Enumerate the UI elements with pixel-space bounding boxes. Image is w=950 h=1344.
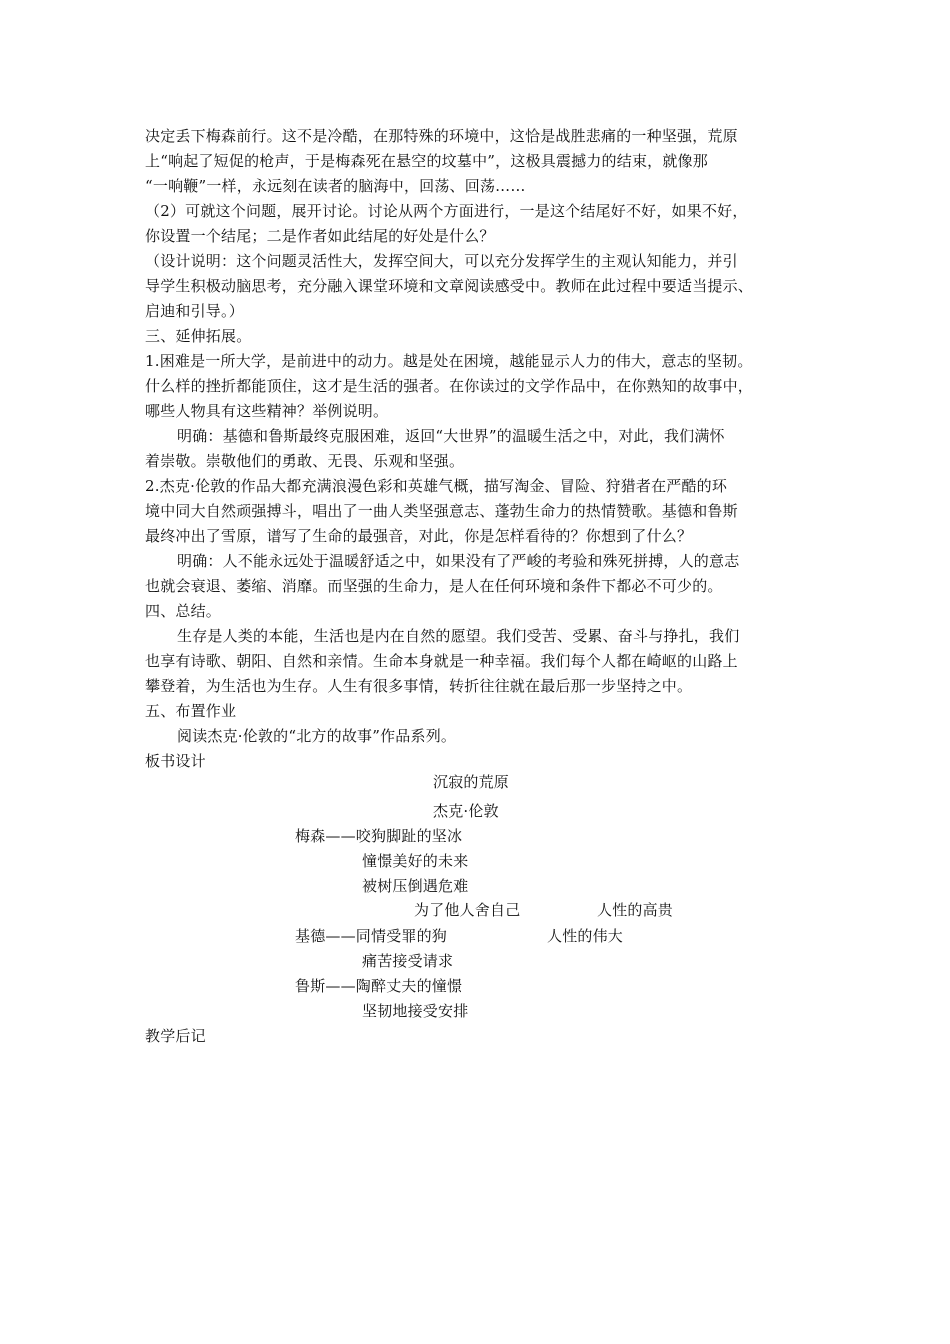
board-mason-line: 为了他人舍自己 [414, 901, 521, 919]
answer-line: 明确：人不能永远处于温暖舒适之中，如果没有了严峻的考验和殊死拼搏，人的意志 [177, 552, 740, 570]
homework-line: 阅读杰克·伦敦的“北方的故事”作品系列。 [177, 727, 457, 745]
paragraph-line: 上“响起了短促的枪声，于是梅森死在悬空的坟墓中”，这极具震撼力的结束，就像那 [145, 152, 708, 170]
paragraph-line: 境中同大自然顽强搏斗，唱出了一曲人类坚强意志、蓬勃生命力的热情赞歌。基德和鲁斯 [145, 502, 738, 520]
design-note-line: （设计说明：这个问题灵活性大，发挥空间大，可以充分发挥学生的主观认知能力，并引 [145, 252, 738, 270]
board-mason: 梅森——咬狗脚趾的坚冰 [295, 827, 463, 845]
paragraph-line: 哪些人物具有这些精神？举例说明。 [145, 402, 389, 420]
summary-line: 也享有诗歌、朝阳、自然和亲情。生命本身就是一种幸福。我们每个人都在崎岖的山路上 [145, 652, 738, 670]
paragraph-line: 什么样的挫折都能顶住，这才是生活的强者。在你读过的文学作品中，在你熟知的故事中， [145, 377, 754, 395]
section-heading: 三、延伸拓展。 [145, 327, 252, 345]
answer-line: 着崇敬。崇敬他们的勇敢、无畏、乐观和坚强。 [145, 452, 465, 470]
board-kid: 基德——同情受罪的狗 [295, 927, 448, 945]
teaching-postscript-heading: 教学后记 [145, 1027, 206, 1045]
board-ruth: 鲁斯——陶醉丈夫的憧憬 [295, 977, 463, 995]
board-author: 杰克·伦敦 [433, 802, 499, 820]
paragraph-line: 1.困难是一所大学，是前进中的动力。越是处在困境，越能显示人力的伟大，意志的坚韧。 [145, 352, 753, 370]
board-title: 沉寂的荒原 [433, 773, 510, 791]
board-mason-line: 被树压倒遇危难 [362, 877, 469, 895]
design-note-line: 导学生积极动脑思考，充分融入课堂环境和文章阅读感受中。教师在此过程中要适当提示、 [145, 277, 754, 295]
paragraph-line: 2.杰克·伦敦的作品大都充满浪漫色彩和英雄气概，描写淘金、冒险、狩猎者在严酷的环 [145, 477, 728, 495]
paragraph-line: 最终冲出了雪原，谱写了生命的最强音，对此，你是怎样看待的？你想到了什么？ [145, 527, 693, 545]
board-theme-noble: 人性的高贵 [597, 901, 674, 919]
summary-line: 攀登着，为生活也为生存。人生有很多事情，转折往往就在最后那一步坚持之中。 [145, 677, 693, 695]
section-heading: 五、布置作业 [145, 702, 237, 720]
paragraph-line: “一响鞭”一样，永远刻在读者的脑海中，回荡、回荡…… [145, 177, 526, 195]
answer-line: 明确：基德和鲁斯最终克服困难，返回“大世界”的温暖生活之中，对此，我们满怀 [177, 427, 725, 445]
section-heading: 四、总结。 [145, 602, 222, 620]
board-theme-great: 人性的伟大 [547, 927, 624, 945]
paragraph-line: 决定丢下梅森前行。这不是冷酷，在那特殊的环境中，这恰是战胜悲痛的一种坚强，荒原 [145, 127, 738, 145]
paragraph-line: 你设置一个结尾；二是作者如此结尾的好处是什么？ [145, 227, 495, 245]
design-note-line: 启迪和引导。） [145, 302, 244, 320]
board-mason-line: 憧憬美好的未来 [362, 852, 469, 870]
board-ruth-line: 坚韧地接受安排 [362, 1002, 469, 1020]
paragraph-line: （2）可就这个问题，展开讨论。讨论从两个方面进行，一是这个结尾好不好，如果不好， [145, 202, 748, 220]
summary-line: 生存是人类的本能，生活也是内在自然的愿望。我们受苦、受累、奋斗与挣扎，我们 [177, 627, 740, 645]
board-design-heading: 板书设计 [145, 752, 206, 770]
board-kid-line: 痛苦接受请求 [362, 952, 454, 970]
answer-line: 也就会衰退、萎缩、消靡。而坚强的生命力，是人在任何环境和条件下都必不可少的。 [145, 577, 723, 595]
